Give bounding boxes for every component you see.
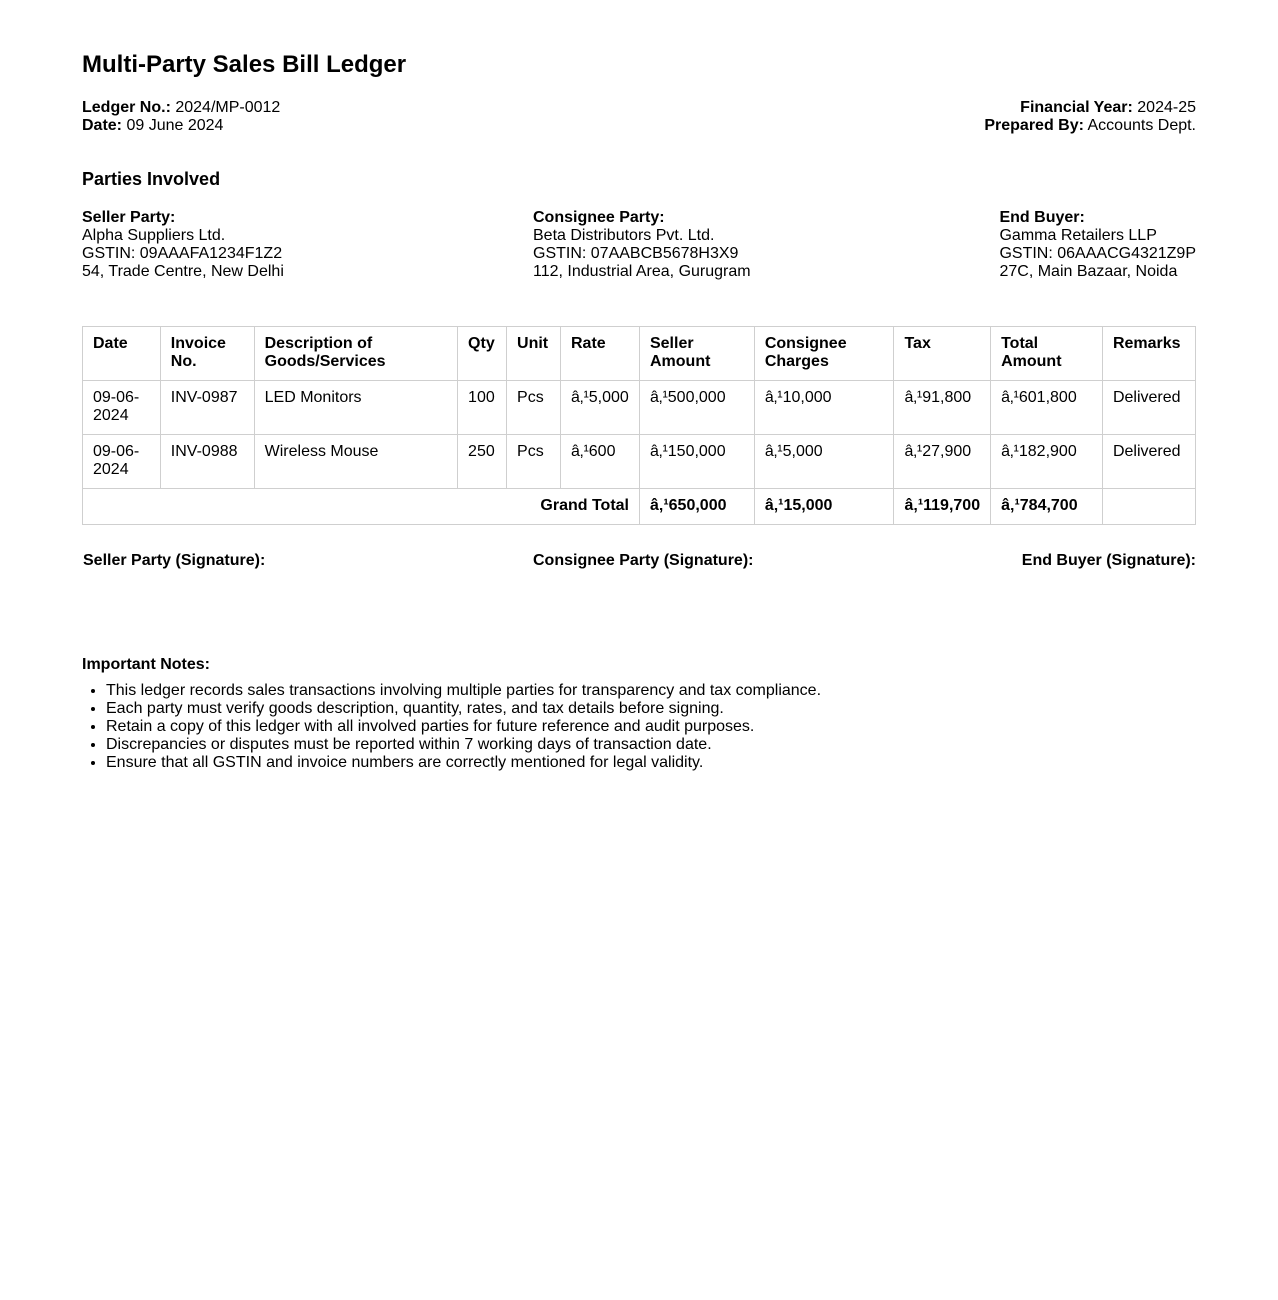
cell-invoice: INV-0988 <box>160 435 254 489</box>
cell-total-amount: â‚¹601,800 <box>991 381 1103 435</box>
buyer-signature-label: End Buyer (Signature): <box>1021 552 1196 569</box>
party-gstin: GSTIN: 07AABCB5678H3X9 <box>533 245 739 262</box>
party-heading: End Buyer: <box>999 209 1085 226</box>
cell-date: 09-06-2024 <box>83 435 161 489</box>
seller-signature-label: Seller Party (Signature): <box>83 552 266 569</box>
notes-list <box>82 682 821 772</box>
column-header: Date <box>83 327 161 381</box>
cell-remarks: Delivered <box>1102 435 1195 489</box>
column-header: Unit <box>507 327 561 381</box>
cell-description: Wireless Mouse <box>254 435 457 489</box>
party-address: 27C, Main Bazaar, Noida <box>999 263 1178 280</box>
ledger-table <box>82 326 1196 525</box>
column-header: Description of Goods/Services <box>254 327 457 381</box>
prepared-by-value: Accounts Dept. <box>1087 117 1196 134</box>
ledger-number-line <box>82 99 280 117</box>
cell-consignee-charges: â‚¹5,000 <box>754 435 894 489</box>
cell-rate: â‚¹5,000 <box>561 381 640 435</box>
party-address: 54, Trade Centre, New Delhi <box>82 263 284 280</box>
party-address: 112, Industrial Area, Gurugram <box>533 263 751 280</box>
table-row <box>83 381 1196 435</box>
total-amount: â‚¹784,700 <box>991 489 1103 525</box>
date-label: Date: <box>82 117 123 134</box>
date-line <box>82 117 280 135</box>
cell-unit: Pcs <box>507 381 561 435</box>
column-header: Rate <box>561 327 640 381</box>
total-tax: â‚¹119,700 <box>894 489 991 525</box>
party-name: Alpha Suppliers Ltd. <box>82 227 226 244</box>
page-title: Multi-Party Sales Bill Ledger <box>82 51 407 78</box>
cell-tax: â‚¹91,800 <box>894 381 991 435</box>
column-header: Qty <box>458 327 507 381</box>
party-name: Gamma Retailers LLP <box>999 227 1157 244</box>
column-header: Tax <box>894 327 991 381</box>
cell-rate: â‚¹600 <box>561 435 640 489</box>
date-value: 09 June 2024 <box>126 117 224 134</box>
cell-seller-amount: â‚¹500,000 <box>639 381 754 435</box>
cell-consignee-charges: â‚¹10,000 <box>754 381 894 435</box>
financial-year-line <box>984 99 1196 117</box>
column-header: Remarks <box>1102 327 1195 381</box>
note-item: • Each party must verify goods description, quantity, rates, and tax details before signing. <box>106 700 821 718</box>
cell-description: LED Monitors <box>254 381 457 435</box>
consignee-signature-label: Consignee Party (Signature): <box>533 552 754 569</box>
prepared-by-line <box>984 117 1196 135</box>
ledger-meta-left <box>82 99 280 135</box>
cell-tax: â‚¹27,900 <box>894 435 991 489</box>
cell-qty: 250 <box>458 435 507 489</box>
parties-section-title: Parties Involved <box>82 169 221 189</box>
column-header: Invoice No. <box>160 327 254 381</box>
party-gstin: GSTIN: 06AAACG4321Z9P <box>999 245 1196 262</box>
financial-year-value: 2024-25 <box>1137 99 1196 116</box>
column-header: Seller Amount <box>639 327 754 381</box>
total-consignee-charges: â‚¹15,000 <box>754 489 894 525</box>
table-header-row <box>83 327 1196 381</box>
column-header: Consignee Charges <box>754 327 894 381</box>
party-gstin: GSTIN: 09AAAFA1234F1Z2 <box>82 245 283 262</box>
cell-unit: Pcs <box>507 435 561 489</box>
grand-total-row <box>83 489 1196 525</box>
total-remarks-empty <box>1102 489 1195 525</box>
notes-title: Important Notes: <box>82 656 210 673</box>
note-item: • Discrepancies or disputes must be reported within 7 working days of transaction date. <box>106 736 821 754</box>
note-item: • Retain a copy of this ledger with all involved parties for future reference and audit purposes. <box>106 718 821 736</box>
consignee-party-block <box>533 209 751 281</box>
total-seller-amount: â‚¹650,000 <box>639 489 754 525</box>
note-item: • This ledger records sales transactions involving multiple parties for transparency and tax compliance. <box>106 682 821 700</box>
party-heading: Consignee Party: <box>533 209 665 226</box>
party-heading: Seller Party: <box>82 209 176 226</box>
cell-qty: 100 <box>458 381 507 435</box>
cell-remarks: Delivered <box>1102 381 1195 435</box>
party-name: Beta Distributors Pvt. Ltd. <box>533 227 715 244</box>
cell-date: 09-06-2024 <box>83 381 161 435</box>
note-item: • Ensure that all GSTIN and invoice numbers are correctly mentioned for legal validity. <box>106 754 821 772</box>
ledger-number-label: Ledger No.: <box>82 99 171 116</box>
ledger-meta-right <box>984 99 1196 135</box>
prepared-by-label: Prepared By: <box>984 117 1084 134</box>
cell-invoice: INV-0987 <box>160 381 254 435</box>
grand-total-label: Grand Total <box>83 489 640 525</box>
cell-total-amount: â‚¹182,900 <box>991 435 1103 489</box>
cell-seller-amount: â‚¹150,000 <box>639 435 754 489</box>
ledger-number-value: 2024/MP-0012 <box>175 99 281 116</box>
seller-party-block <box>82 209 284 281</box>
table-row <box>83 435 1196 489</box>
column-header: Total Amount <box>991 327 1103 381</box>
financial-year-label: Financial Year: <box>1020 99 1133 116</box>
end-buyer-block <box>999 209 1196 281</box>
